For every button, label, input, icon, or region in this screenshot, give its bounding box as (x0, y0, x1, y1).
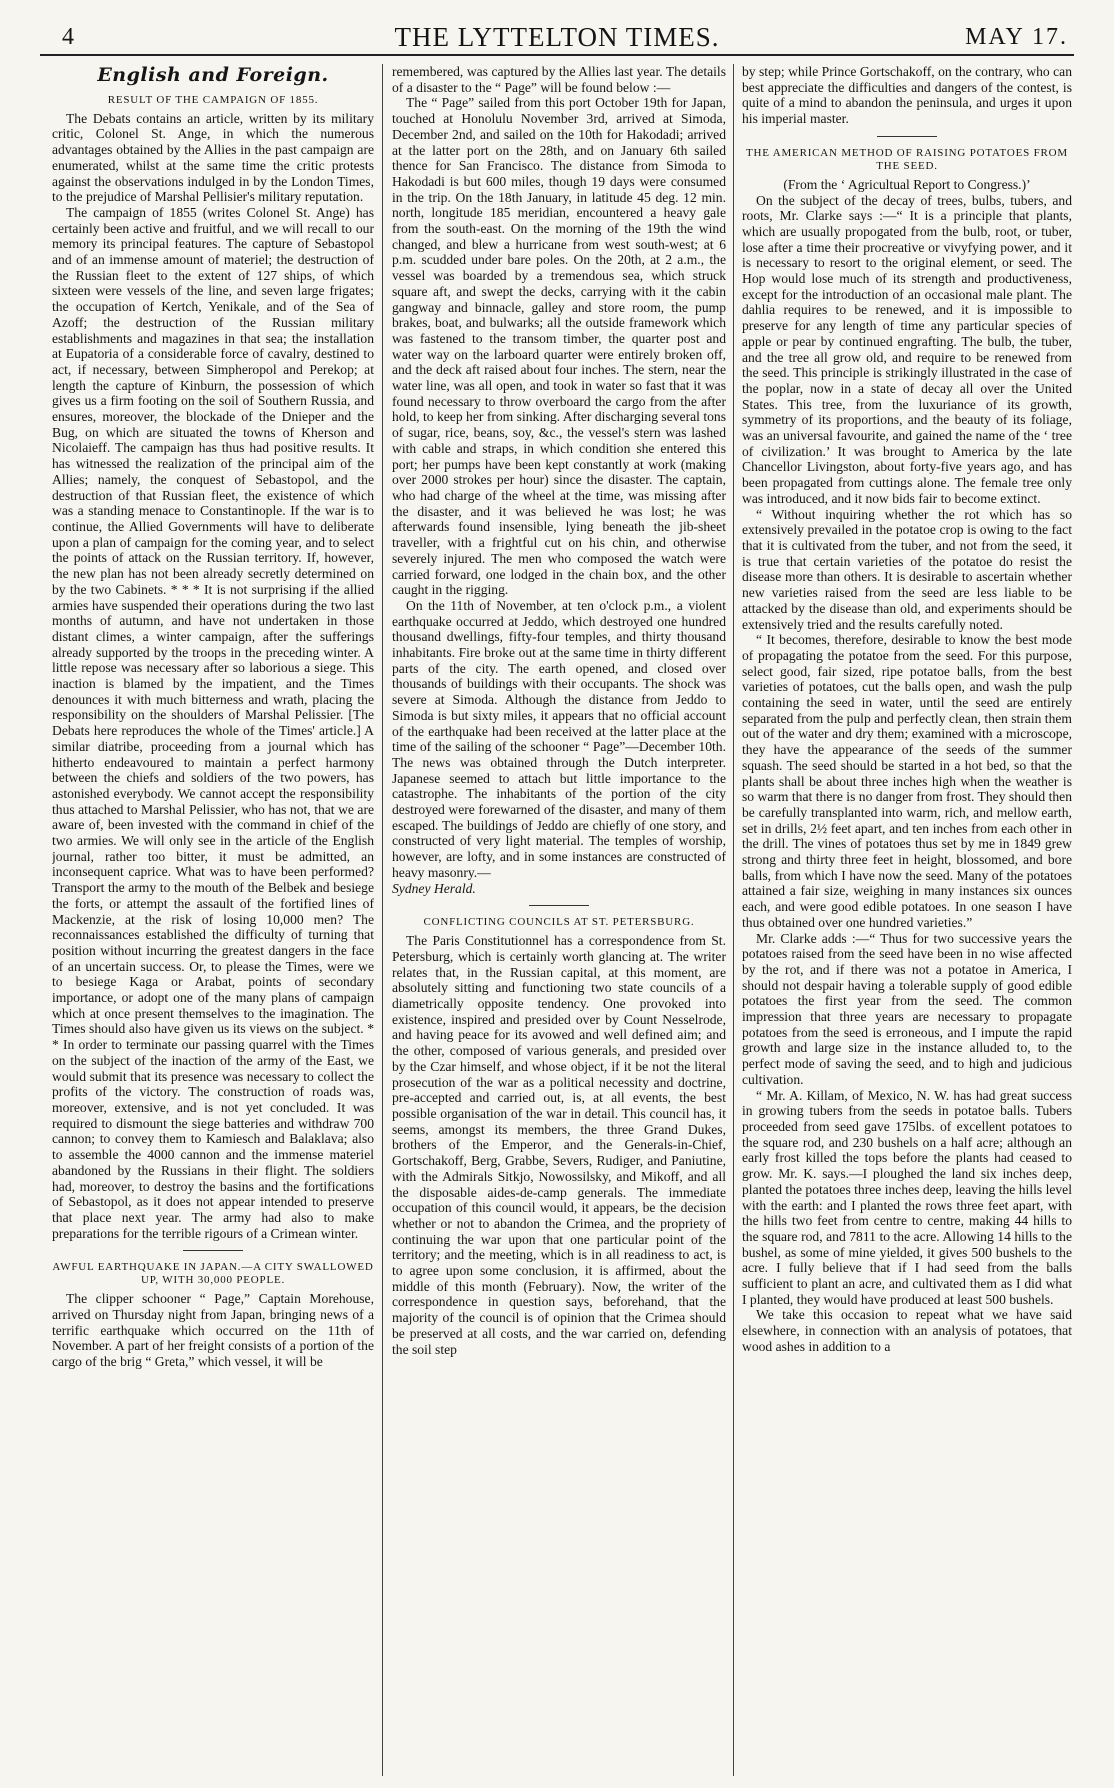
column-2 (392, 64, 726, 1776)
article-paragraph: “ It becomes, therefore, desirable to know the best mode of propagating the potatoe from the seed. For this purpose, select good, fair sized, ripe potatoe balls, from the best varieties of potatoes, cut the balls open, and wash the pulp containing the seed in water, until the seed are entirely separated from the pulp and perfectly clean, then strain them out of the water and dry them; examined with a microscope, they have the appearance of the seeds of the summer squash. The seed should be started in a hot bed, so that the plants shall be about three inches high when the weather is so warm that there is no danger from frost. They should then be carefully transplanted into warm, rich, and mellow earth, set in drills, 2½ feet apart, and ten inches from each other in the drill. The vines of potatoes thus set by me in 1849 grew strong and thirty three feet in height, blossomed, and bore balls, from which I have now the seed. Many of the potatoes attained a fair size, weighing in many instances six ounces each, and were good edible potatoes. In one season I have thus obtained over one hundred varieties.” (742, 632, 1072, 930)
article-paragraph: We take this occasion to repeat what we have said elsewhere, in connection with an analysis of potatoes, that wood ashes in addition to a (742, 1307, 1072, 1354)
article-paragraph: The “ Page” sailed from this port October 19th for Japan, touched at Honolulu November 3rd, arrived at Simoda, December 2nd, and sailed on the 10th for Hakodadi; arrived at the latter port on the 28th, and on January 6th sailed thence for San Francisco. The distance from Simoda to Hakodadi is but 600 miles, though 19 days were consumed in the trip. On the 18th January, in latitude 45 deg. 12 min. north, longitude 185 meridian, encountered a heavy gale from the south-east. On the morning of the 19th the wind changed, and blew a hurricane from west south-west; at 6 p.m. scudded under bare poles. On the 20th, at 2 a.m., the vessel was boarded by a tremendous sea, which struck square aft, and swept the decks, carrying with it the cabin gangway and binnacle, galley and store room, the pump brakes, boat, and bulwarks; all the outside framework which was fastened to the transom timber, the quarter post and water way on the larboard quarter were entirely broken off, and the deck aft raised about four inches. The stern, near the water line, was all open, and took in water so fast that it was found necessary to throw overboard the cargo from the after hold, to keep her from sinking. After discharging several tons of sugar, rice, beans, soy, &c., the vessel's stern was lashed with cable and straps, in which condition she entered this port; her pumps have been kept constantly at work (making over 2000 strokes per hour) since the disaster. The captain, who had charge of the wheel at the time, was missing after the disaster, and it was believed he was lost; he was afterwards found insensible, lying beneath the jib-sheet traveller, with a frightful cut on his chin, and otherwise severely injured. The men who composed the watch were carried forward, one lodged in the chain box, and the other caught in the rigging. (392, 95, 726, 598)
column-rule (382, 64, 383, 1776)
divider (529, 905, 589, 906)
article-paragraph: On the subject of the decay of trees, bulbs, tubers, and roots, Mr. Clarke says :—“ It is a principle that plants, which are usually propogated from the bulb, root, or tuber, lose after a time their procreative or vivyfying power, and it is necessary to resort to the original element, or seed. The Hop would lose much of its strength and productiveness, except for the introduction of an occasional male plant. The dahlia requires to be renewed, and it is impossible to preserve for any length of time any particular species of apple or pear by continued engrafting. The bulb, the tuber, and the tree all grow old, and require to be renewed from the seed. This principle is strikingly illustrated in the case of the poplar, now in a state of decay all over the United States. This tree, from the luxuriance of its growth, symmetry of its proportions, and the beauty of its foliage, was an universal favourite, and gained the name of the ‘ tree of civilization.’ It was brought to America by the late Chancellor Livingston, about forty-five years ago, and has been propagated from cuttings alone. The female tree only was introduced, and it now bids fair to become extinct. (742, 192, 1072, 506)
divider (183, 1250, 243, 1251)
article-heading: AWFUL EARTHQUAKE IN JAPAN.—A CITY SWALLOWED UP, WITH 30,000 PEOPLE. (52, 1261, 374, 1287)
article-heading: THE AMERICAN METHOD OF RAISING POTATOES FROM THE SEED. (746, 146, 1068, 172)
article-paragraph: The Debats contains an article, written by its military critic, Colonel St. Ange, in which the numerous advantages obtained by the Allies in the past campaign are enumerated, whilst at the same time the critic protests against the observations indulged in by the London Times, to the prejudice of Marshal Pellisier's military reputation. (52, 110, 374, 205)
article-heading: CONFLICTING COUNCILS AT ST. PETERSBURG. (423, 916, 695, 929)
page-number: 4 (62, 24, 74, 50)
issue-date: MAY 17. (965, 24, 1068, 50)
column-rule (733, 64, 734, 1776)
divider (877, 136, 937, 137)
article-paragraph: The campaign of 1855 (writes Colonel St. Ange) has certainly been active and fruitful, and we will recall to our memory its principal features. The capture of Sebastopol and of an immense amount of materiel; the destruction of the Russian fleet to the extent of 127 ships, of which sixteen were vessels of the line, and seven large frigates; the occupation of Kertch, Yenikale, and of the Sea of Azoff; the destruction of the Russian military establishments and magazines in that sea; the installation at Eupatoria of a considerable force of cavalry, destined to act, if necessary, between Simpheropol and Perekop; at length the capture of Kinburn, the possession of which gives us a firm footing on the soil of Southern Russia, and ensures, moreover, the blockade of the Dnieper and the Bug, on which are situated the towns of Kherson and Nicolaieff. The campaign has thus had positive results. It has witnessed the realization of the principal aim of the Allies; namely, the conquest of Sebastopol, and the destruction of that Russian fleet, the existence of which was a standing menace to Constantinople. If the war is to continue, the Allied Governments will have to deliberate upon a plan of campaign for the coming year, and to select the points of attack on the Russian territory. If, however, the new plan has not been already secretly determined on by the two Cabinets. * * * It is not surprising if the allied armies have suspended their operations during the two last months of autumn, and have not undertaken in those distant climes, a winter campaign, after the sufferings already supported by the troops in the preceding winter. A little repose was necessary after so laborious a siege. This inaction is blamed by the impatient, and the Times denounces it with much bitterness and wrath, placing the responsibility on the shoulders of Marshal Pelissier. [The Debats here reproduces the whole of the Times' article.] A similar diatribe, proceeding from a journal which has hitherto endeavoured to maintain a perfect harmony between the chiefs and soldiers of the two powers, has astonished everybody. We cannot accept the responsibility thus attached to Marshal Pelissier, who has not, that we are aware of, been invested with the command in chief of the two armies. We will only see in the article of the English journal, rather too bitter, it must be admitted, an inconsequent caprice. What was to have been performed? Transport the army to the mouth of the Belbek and besiege the forts, or attempt the assault of the fortified lines of Mackenzie, at the risk of losing 10,000 men? The reconnaissances established the difficulty of turning that position without incurring the greatest dangers in the face of an uncertain success. Or, to please the Times, were we to besiege Kaga or Arabat, points of secondary importance, or adopt one of the many plans of campaign which at once present themselves to the imagination. The Times should also have given us its views on the subject. * * In order to terminate our passing quarrel with the Times on the subject of the inaction of the army of the East, we would submit that its presence was necessary to collect the profits of the victory. The construction of roads was, moreover, extensive, and is not yet concluded. It was required to dismount the siege batteries and withdraw 700 cannon; to convey them to Kamiesch and Balaklava; also to assemble the 4000 cannon and the immense materiel abandoned by the Russians in their flight. The soldiers had, moreover, to destroy the basins and the fortifications of Sebastopol, as it does not appear intended to preserve that place next year. The army had also to make preparations for the terrible rigours of a Crimean winter. (52, 204, 374, 1241)
article-paragraph: On the 11th of November, at ten o'clock p.m., a violent earthquake occurred at Jeddo, which destroyed one hundred thousand dwellings, fifty-four temples, and thirty thousand inhabitants. Fire broke out at the same time in thirty different parts of the city. The earth opened, and closed over thousands of buildings with their occupants. The shock was severe at Simoda. Although the distance from Jeddo to Simoda is but sixty miles, it appears that no official account of the earthquake had been received at the latter place at the time of the sailing of the schooner “ Page”—December 10th. The news was obtained through the Dutch interpreter. Japanese seemed to attach but little importance to the catastrophe. The inhabitants of the portion of the city destroyed were forewarned of the disaster, and many of them escaped. The buildings of Jeddo are chiefly of one story, and constructed of very light material. The temples of worship, however, are lofty, and in some instances are constructed of heavy masonry.— (392, 597, 726, 880)
article-paragraph: by step; while Prince Gortschakoff, on the contrary, who can best appreciate the difficulties and dangers of the contest, is quite of a mind to abandon the peninsula, and urges it upon his imperial master. (742, 64, 1072, 127)
column-1 (52, 64, 374, 1776)
article-paragraph: Mr. Clarke adds :—“ Thus for two successive years the potatoes raised from the seed have been in no wise affected by the rot, and if there was not a potatoe in America, I should not despair having a tolerable supply of good edible potatoes the first year from the seed. The common impression that three years are necessary to propagate potatoes from the seed is erroneous, and I impute the rapid growth and large size in the instance alluded to, to the perfect mode of saving the seed, and to high and judicious cultivation. (742, 930, 1072, 1087)
article-paragraph: “ Without inquiring whether the rot which has so extensively prevailed in the potatoe crop is owing to the fact that it is cultivated from the tuber, and not from the seed, it is true that certain varieties of the potatoe do resist the disease more than others. It is desirable to ascertain whether new varieties raised from the seed are less liable to be attacked by the disease than old, and experiments should be extensively tried and the results carefully noted. (742, 506, 1072, 632)
column-3 (742, 64, 1072, 1776)
article-paragraph: The clipper schooner “ Page,” Captain Morehouse, arrived on Thursday night from Japan, bringing news of a terrific earthquake which occurred on the 11th of November. A part of her freight consists of a portion of the cargo of the brig “ Greta,” which vessel, it will be (52, 1291, 374, 1370)
section-title: English and Foreign. (97, 64, 329, 86)
article-subheading: (From the ‘ Agricultual Report to Congress.)’ (783, 176, 1031, 192)
article-paragraph: “ Mr. A. Killam, of Mexico, N. W. has had great success in growing tubers from the seeds in potatoe balls. Tubers proceeded from seed gave 175lbs. of excellent potatoes to the square rod, and 230 bushels on a half acre; although an early frost killed the tops before the plants had ceased to grow. Mr. K. says.—I ploughed the land six inches deep, planted the potatoes three inches deep, leaving the hills level with the earth: and I planted the rows three feet apart, with the hills two feet from centre to centre, making 44 hills to the square rod, and 7811 to the acre. Allowing 14 hills to the bushel, as some of mine yielded, it gives 500 bushels to the acre. I fully believe that if I had seed from the balls sufficient to plant an acre, and cultivated them as I did what I planted, they would have produced at least 500 bushels. (742, 1087, 1072, 1307)
masthead (40, 20, 1074, 56)
article-paragraph: The Paris Constitutionnel has a correspondence from St. Petersburg, which is certainly worth glancing at. The writer relates that, in the Russian capital, at this moment, are absolutely sitting and functioning two state councils of a diametrically opposite tendency. One provoked into existence, inspired and presided over by Count Nesselrode, and having peace for its avowed and well defined aim; and the other, composed of various generals, and presided over by the Czar himself, and whose object, if it be not the literal prosecution of the war as a political necessity and doctrine, pre-accepted and carried out, is, at all events, the best possible organisation of the war in detail. This council has, it seems, amongst its members, the three Grand Dukes, brothers of the Emperor, and the Generals-in-Chief, Gortschakoff, Berg, Grabbe, Severs, Rudiger, and Paniutine, with the Admirals Sitkjo, Nowossilsky, and Mikoff, and all the disposable aides-de-camp generals. The immediate occupation of this council would, it appears, be the decision whether or not to abandon the Crimea, and the propriety of continuing the war upon that one particular point of the territory; and the meeting, which is in all readiness to act, is to agree upon some conclusion, it is affirmed, about the middle of this month (February). Now, the writer of the correspondence in question says, beforehand, that the majority of the council is of opinion that the Crimea should be preserved at all costs, and the war carried on, defending the soil step (392, 933, 726, 1357)
article-source: Sydney Herald. (392, 880, 476, 896)
newspaper-title: THE LYTTELTON TIMES. (394, 22, 720, 52)
article-paragraph: remembered, was captured by the Allies last year. The details of a disaster to the “ Page” will be found below :— (392, 64, 726, 95)
article-heading: RESULT OF THE CAMPAIGN OF 1855. (107, 93, 319, 106)
